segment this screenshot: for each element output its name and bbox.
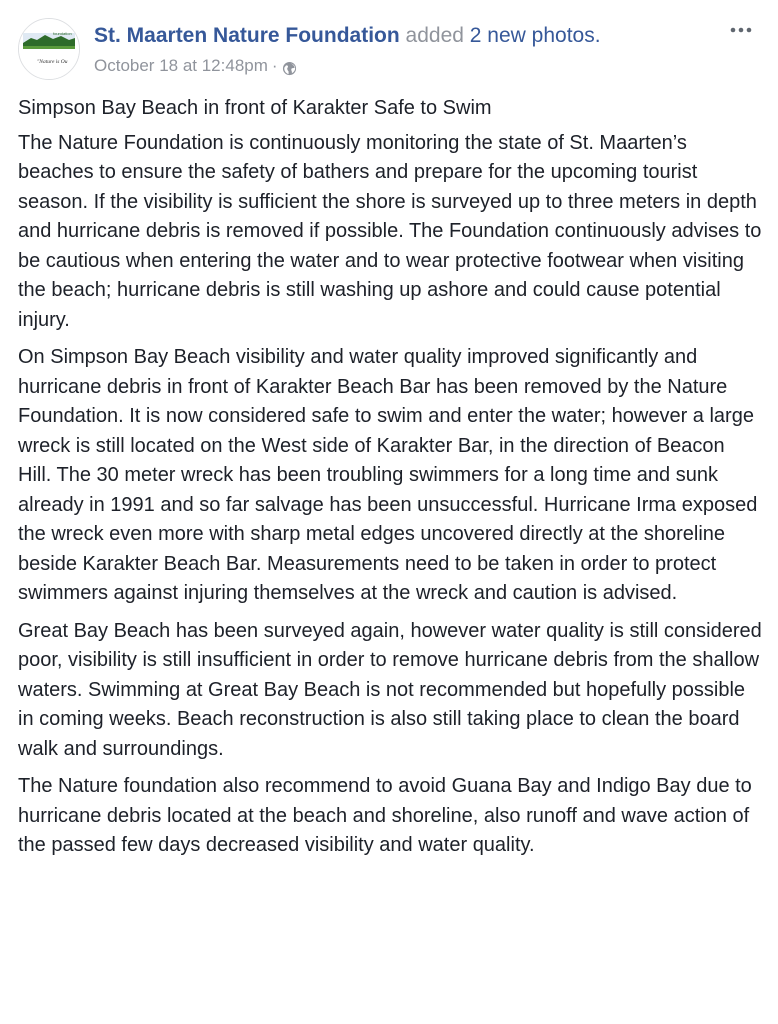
globe-icon[interactable] bbox=[282, 59, 297, 74]
post-paragraph: On Simpson Bay Beach visibility and water quality improved significantly and hurricane debris in front of Karakter Beach Bar has been removed by the Nature Foundation. It is now considered safe to swim and enter the water; however a large wreck is still located on the West side of Karakter Bar, in the direction of Beacon Hill. The 30 meter wreck has been troubling swimmers for a long time and sunk already in 1991 and so far salvage has been unsuccessful. Hurricane Irma exposed the wreck even more with sharp metal edges uncovered directly at the shoreline beside Karakter Beach Bar. Measurements need to be taken in order to protect swimmers against injuring themselves at the wreck and caution is advised. bbox=[18, 346, 758, 604]
photos-link[interactable]: 2 new photos. bbox=[469, 24, 601, 47]
ellipsis-icon[interactable] bbox=[726, 18, 756, 42]
post-body bbox=[18, 94, 762, 869]
post-paragraph: The Nature foundation also recommend to avoid Guana Bay and Indigo Bay due to hurricane debris located at the beach and shoreline, also runoff and wave action of the passed few days decreased visibility and water quality. bbox=[18, 775, 752, 856]
page-avatar[interactable] bbox=[18, 18, 80, 80]
svg-text:foundation: foundation bbox=[53, 31, 72, 36]
post-headline bbox=[94, 22, 601, 50]
post-paragraph: Great Bay Beach has been surveyed again, however water quality is still considered poor, visibility is still insufficient in order to remove hurricane debris from the shallow waters. Swimming at Great Bay Beach is not recommended but hopefully possible in coming weeks. Beach reconstruction is also still taking place to clean the board walk and surroundings. bbox=[18, 619, 762, 760]
post-header bbox=[18, 18, 760, 82]
post-paragraph: The Nature Foundation is continuously monitoring the state of St. Maarten’s beaches to ensure the safety of bathers and prepare for the upcoming tourist season. If the visibility is sufficient the shore is surveyed up to three meters in depth and hurricane debris is removed if possible. The Foundation continuously advises to be cautious when entering the water and to wear protective footwear when visiting the beach; hurricane debris is still washing up ashore and could cause potential injury. bbox=[18, 131, 762, 331]
post-meta bbox=[94, 54, 297, 78]
action-text: added bbox=[405, 24, 464, 47]
meta-separator: · bbox=[271, 56, 278, 75]
avatar-caption: "Nature is Ou bbox=[37, 59, 68, 65]
nature-foundation-logo bbox=[19, 19, 79, 79]
page-name-link[interactable]: St. Maarten Nature Foundation bbox=[94, 24, 400, 47]
post-title-paragraph: Simpson Bay Beach in front of Karakter Safe to Swim bbox=[18, 97, 492, 119]
post-timestamp[interactable]: October 18 at 12:48pm bbox=[94, 56, 268, 75]
